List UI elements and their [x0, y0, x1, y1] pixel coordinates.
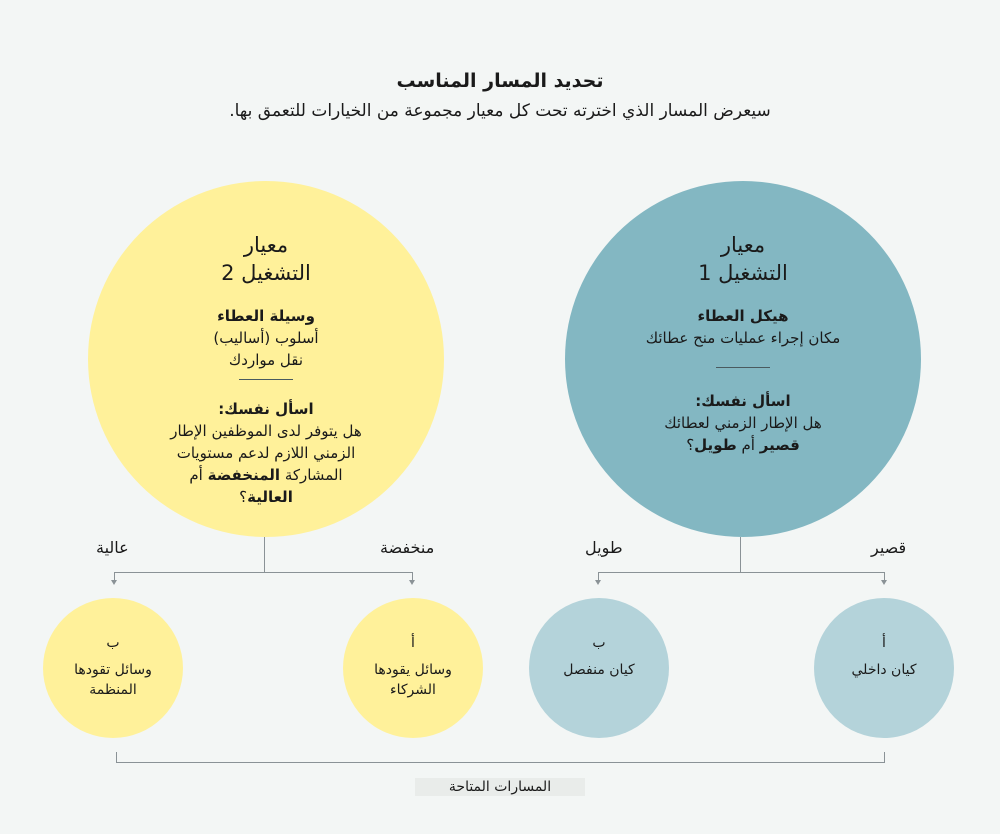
criterion-1-option-long: طويل — [694, 436, 737, 454]
criterion-1-branch-right-drop — [884, 572, 885, 580]
criterion-2-heading-line2: التشغيل 2 — [221, 261, 311, 285]
page-subtitle: سيعرض المسار الذي اخترته تحت كل معيار مجموعة من الخيارات للتعمق بها. — [229, 101, 771, 121]
criterion-2-bold-label: وسيلة العطاء — [217, 307, 315, 325]
criterion-1-question-line1: هل الإطار الزمني لعطائك — [664, 414, 822, 432]
available-paths-label: المسارات المتاحة — [415, 778, 585, 796]
criterion-1-question-line2 — [565, 434, 921, 456]
criterion-1-option-short: قصير — [759, 436, 800, 454]
criterion-2-description-line1: أسلوب (أساليب) — [213, 329, 319, 347]
paths-bracket-line — [116, 762, 885, 763]
option-label: كيان منفصل — [563, 662, 635, 678]
option-circle-separate-entity — [529, 598, 669, 738]
branch-label-high: عالية — [96, 538, 129, 557]
criterion-1-or: أم — [736, 436, 760, 454]
option-letter: ب — [106, 635, 120, 651]
option-circle-internal-entity — [814, 598, 954, 738]
arrow-down-icon — [409, 580, 415, 585]
criterion-2-qmark: ؟ — [239, 488, 248, 506]
criterion-1-stem — [740, 537, 741, 572]
criterion-1-ask-label: اسأل نفسك: — [695, 392, 791, 410]
option-letter: ب — [592, 635, 606, 651]
criterion-2-question-line1: هل يتوفر لدى الموظفين الإطار — [170, 422, 362, 440]
arrow-down-icon — [111, 580, 117, 585]
criterion-2-description-line2: نقل مواردك — [228, 351, 304, 369]
option-letter: أ — [882, 635, 886, 651]
branch-label-long: طويل — [585, 538, 623, 557]
option-label — [43, 660, 183, 700]
criterion-2-circle — [88, 181, 444, 537]
criterion-2-q-part-a: المشاركة — [280, 466, 343, 484]
option-circle-partner-led — [343, 598, 483, 738]
criterion-2-option-low: المنخفضة — [207, 466, 281, 484]
option-label — [343, 660, 483, 700]
criterion-2-question-line3 — [88, 464, 444, 486]
criterion-2-q-part-b: أم — [189, 466, 208, 484]
option-circle-org-led — [43, 598, 183, 738]
criterion-2-ask-label: اسأل نفسك: — [218, 400, 314, 418]
criterion-2-branch-left-drop — [114, 572, 115, 580]
arrow-down-icon — [881, 580, 887, 585]
criterion-1-description: مكان إجراء عمليات منح عطائك — [645, 329, 841, 347]
criterion-2-branch-right-drop — [412, 572, 413, 580]
option-label-line1: وسائل يقودها — [374, 662, 452, 678]
criterion-2-heading-line1: معيار — [243, 233, 289, 257]
criterion-1-circle — [565, 181, 921, 537]
criterion-1-branch-left-drop — [598, 572, 599, 580]
criterion-1-heading-line2: التشغيل 1 — [698, 261, 788, 285]
criterion-1-bold-label: هيكل العطاء — [697, 307, 789, 325]
option-label-line2: الشركاء — [390, 682, 436, 698]
branch-label-short: قصير — [871, 538, 907, 557]
criterion-1-branch-line — [598, 572, 885, 573]
criterion-2-divider — [239, 379, 293, 380]
arrow-down-icon — [595, 580, 601, 585]
option-label: كيان داخلي — [851, 662, 917, 678]
paths-bracket-right — [884, 752, 885, 762]
option-letter: أ — [411, 635, 415, 651]
criterion-2-question-line2: الزمني اللازم لدعم مستويات — [176, 444, 356, 462]
criterion-1-heading-line1: معيار — [720, 233, 766, 257]
criterion-1-divider — [716, 367, 770, 368]
page-title: تحديد المسار المناسب — [396, 70, 604, 92]
criterion-2-branch-line — [114, 572, 413, 573]
criterion-1-qmark: ؟ — [686, 436, 695, 454]
criterion-2-question-line4 — [88, 486, 444, 508]
option-label-line2: المنظمة — [89, 682, 137, 698]
option-label-line1: وسائل تقودها — [74, 662, 152, 678]
criterion-2-option-high: العالية — [247, 488, 293, 506]
criterion-2-stem — [264, 537, 265, 572]
paths-bracket-left — [116, 752, 117, 762]
branch-label-low: منخفضة — [380, 538, 435, 557]
